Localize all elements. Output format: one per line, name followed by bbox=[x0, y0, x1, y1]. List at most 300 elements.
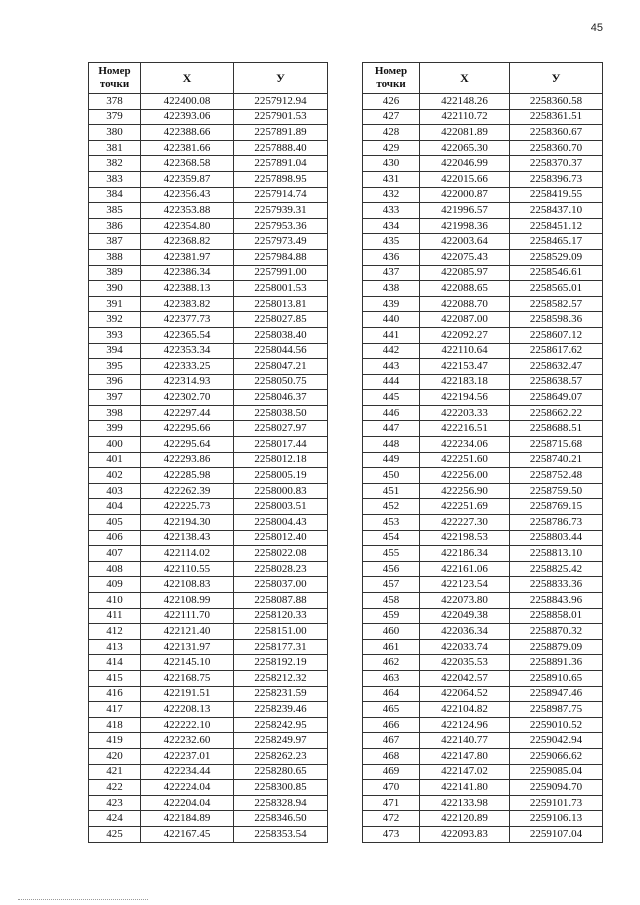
x-cell: 422140.77 bbox=[420, 733, 510, 749]
table-row bbox=[89, 561, 328, 577]
point-number-cell: 452 bbox=[363, 499, 420, 515]
table-row bbox=[89, 171, 328, 187]
point-number-cell: 470 bbox=[363, 780, 420, 796]
point-number-cell: 473 bbox=[363, 826, 420, 842]
table-row bbox=[363, 249, 603, 265]
y-cell: 2258360.70 bbox=[510, 140, 603, 156]
table-row bbox=[89, 795, 328, 811]
y-cell: 2259085.04 bbox=[510, 764, 603, 780]
point-number-cell: 455 bbox=[363, 546, 420, 562]
y-cell: 2258360.67 bbox=[510, 125, 603, 141]
x-cell: 422333.25 bbox=[141, 359, 234, 375]
y-cell: 2258870.32 bbox=[510, 624, 603, 640]
x-cell: 422110.55 bbox=[141, 561, 234, 577]
y-cell: 2259094.70 bbox=[510, 780, 603, 796]
x-cell: 422237.01 bbox=[141, 748, 234, 764]
y-cell: 2258027.97 bbox=[234, 421, 328, 437]
point-number-cell: 422 bbox=[89, 780, 141, 796]
point-number-cell: 421 bbox=[89, 764, 141, 780]
x-cell: 422368.82 bbox=[141, 234, 234, 250]
x-cell: 422388.13 bbox=[141, 281, 234, 297]
point-number-cell: 463 bbox=[363, 670, 420, 686]
point-number-cell: 408 bbox=[89, 561, 141, 577]
x-cell: 422400.08 bbox=[141, 94, 234, 110]
y-cell: 2258047.21 bbox=[234, 359, 328, 375]
x-header: X bbox=[141, 63, 234, 94]
point-number-cell: 424 bbox=[89, 811, 141, 827]
table-row bbox=[363, 546, 603, 562]
x-cell: 422161.06 bbox=[420, 561, 510, 577]
y-cell: 2258607.12 bbox=[510, 327, 603, 343]
table-row bbox=[363, 140, 603, 156]
x-cell: 422003.64 bbox=[420, 234, 510, 250]
point-number-cell: 410 bbox=[89, 593, 141, 609]
point-number-cell: 433 bbox=[363, 203, 420, 219]
y-cell: 2259010.52 bbox=[510, 717, 603, 733]
x-cell: 422036.34 bbox=[420, 624, 510, 640]
point-number-cell: 457 bbox=[363, 577, 420, 593]
x-cell: 422393.06 bbox=[141, 109, 234, 125]
x-cell: 422224.04 bbox=[141, 780, 234, 796]
table-row bbox=[89, 764, 328, 780]
x-cell: 422081.89 bbox=[420, 125, 510, 141]
point-number-cell: 388 bbox=[89, 249, 141, 265]
x-cell: 422186.34 bbox=[420, 546, 510, 562]
point-number-cell: 442 bbox=[363, 343, 420, 359]
x-cell: 422141.80 bbox=[420, 780, 510, 796]
x-cell: 422153.47 bbox=[420, 359, 510, 375]
point-number-cell: 398 bbox=[89, 405, 141, 421]
y-cell: 2258038.40 bbox=[234, 327, 328, 343]
x-cell: 422120.89 bbox=[420, 811, 510, 827]
point-number-cell: 472 bbox=[363, 811, 420, 827]
y-cell: 2257891.89 bbox=[234, 125, 328, 141]
y-header: У bbox=[234, 63, 328, 94]
x-cell: 422121.40 bbox=[141, 624, 234, 640]
point-number-cell: 396 bbox=[89, 374, 141, 390]
x-cell: 422111.70 bbox=[141, 608, 234, 624]
point-number-cell: 466 bbox=[363, 717, 420, 733]
y-cell: 2258361.51 bbox=[510, 109, 603, 125]
table-row bbox=[363, 343, 603, 359]
table-row bbox=[363, 670, 603, 686]
table-row bbox=[89, 811, 328, 827]
table-row bbox=[89, 655, 328, 671]
y-cell: 2258617.62 bbox=[510, 343, 603, 359]
y-cell: 2258752.48 bbox=[510, 468, 603, 484]
table-row bbox=[363, 156, 603, 172]
point-number-cell: 441 bbox=[363, 327, 420, 343]
table-row bbox=[363, 94, 603, 110]
point-number-cell: 405 bbox=[89, 515, 141, 531]
y-cell: 2258546.61 bbox=[510, 265, 603, 281]
point-number-cell: 415 bbox=[89, 670, 141, 686]
y-cell: 2258891.36 bbox=[510, 655, 603, 671]
x-cell: 422356.43 bbox=[141, 187, 234, 203]
y-cell: 2258715.68 bbox=[510, 437, 603, 453]
table-row bbox=[363, 312, 603, 328]
point-number-cell: 394 bbox=[89, 343, 141, 359]
y-cell: 2258649.07 bbox=[510, 390, 603, 406]
table-row bbox=[89, 421, 328, 437]
point-number-cell: 436 bbox=[363, 249, 420, 265]
table-row bbox=[363, 561, 603, 577]
point-number-cell: 387 bbox=[89, 234, 141, 250]
table-row bbox=[89, 733, 328, 749]
y-cell: 2258027.85 bbox=[234, 312, 328, 328]
table-row bbox=[363, 780, 603, 796]
table-row bbox=[363, 234, 603, 250]
table-row bbox=[363, 468, 603, 484]
point-number-cell: 378 bbox=[89, 94, 141, 110]
coordinates-table-right bbox=[362, 62, 603, 843]
x-cell: 422295.64 bbox=[141, 437, 234, 453]
table-row bbox=[89, 608, 328, 624]
x-cell: 422191.51 bbox=[141, 686, 234, 702]
table-row bbox=[363, 593, 603, 609]
point-number-cell: 416 bbox=[89, 686, 141, 702]
point-number-cell: 390 bbox=[89, 281, 141, 297]
y-cell: 2258858.01 bbox=[510, 608, 603, 624]
point-number-cell: 447 bbox=[363, 421, 420, 437]
table-row bbox=[363, 748, 603, 764]
point-number-cell: 459 bbox=[363, 608, 420, 624]
point-number-cell: 465 bbox=[363, 702, 420, 718]
table-row bbox=[89, 296, 328, 312]
table-row bbox=[89, 343, 328, 359]
y-cell: 2258004.43 bbox=[234, 515, 328, 531]
y-cell: 2258565.01 bbox=[510, 281, 603, 297]
point-number-cell: 464 bbox=[363, 686, 420, 702]
x-cell: 422042.57 bbox=[420, 670, 510, 686]
table-row bbox=[363, 452, 603, 468]
y-cell: 2258632.47 bbox=[510, 359, 603, 375]
table-row bbox=[89, 452, 328, 468]
header-number-line2: точки bbox=[99, 78, 130, 90]
x-cell: 422114.02 bbox=[141, 546, 234, 562]
y-cell: 2258396.73 bbox=[510, 171, 603, 187]
y-cell: 2258346.50 bbox=[234, 811, 328, 827]
table-row bbox=[89, 327, 328, 343]
point-number-cell: 438 bbox=[363, 281, 420, 297]
x-cell: 422262.39 bbox=[141, 483, 234, 499]
x-cell: 422104.82 bbox=[420, 702, 510, 718]
table-header-row bbox=[363, 63, 603, 94]
x-cell: 422225.73 bbox=[141, 499, 234, 515]
point-number-cell: 389 bbox=[89, 265, 141, 281]
y-cell: 2258231.59 bbox=[234, 686, 328, 702]
table-row bbox=[363, 109, 603, 125]
x-cell: 422194.30 bbox=[141, 515, 234, 531]
y-cell: 2258465.17 bbox=[510, 234, 603, 250]
point-number-cell: 381 bbox=[89, 140, 141, 156]
point-number-cell: 427 bbox=[363, 109, 420, 125]
x-cell: 422359.87 bbox=[141, 171, 234, 187]
x-cell: 422234.06 bbox=[420, 437, 510, 453]
y-cell: 2258786.73 bbox=[510, 515, 603, 531]
x-cell: 422222.10 bbox=[141, 717, 234, 733]
y-cell: 2258833.36 bbox=[510, 577, 603, 593]
x-cell: 422138.43 bbox=[141, 530, 234, 546]
point-number-cell: 446 bbox=[363, 405, 420, 421]
point-number-cell: 451 bbox=[363, 483, 420, 499]
table-row bbox=[363, 405, 603, 421]
y-cell: 2258910.65 bbox=[510, 670, 603, 686]
point-number-cell: 425 bbox=[89, 826, 141, 842]
x-cell: 422168.75 bbox=[141, 670, 234, 686]
y-cell: 2258419.55 bbox=[510, 187, 603, 203]
y-cell: 2258151.00 bbox=[234, 624, 328, 640]
table-row bbox=[89, 593, 328, 609]
x-cell: 422073.80 bbox=[420, 593, 510, 609]
point-number-cell: 460 bbox=[363, 624, 420, 640]
x-cell: 421998.36 bbox=[420, 218, 510, 234]
x-cell: 422381.66 bbox=[141, 140, 234, 156]
x-cell: 422088.65 bbox=[420, 281, 510, 297]
y-cell: 2258038.50 bbox=[234, 405, 328, 421]
table-row bbox=[89, 780, 328, 796]
x-cell: 422256.90 bbox=[420, 483, 510, 499]
point-number-cell: 449 bbox=[363, 452, 420, 468]
x-cell: 422124.96 bbox=[420, 717, 510, 733]
point-number-cell: 403 bbox=[89, 483, 141, 499]
x-cell: 422314.93 bbox=[141, 374, 234, 390]
point-number-cell: 413 bbox=[89, 639, 141, 655]
point-number-cell: 456 bbox=[363, 561, 420, 577]
table-row bbox=[89, 826, 328, 842]
point-number-cell: 395 bbox=[89, 359, 141, 375]
point-number-cell: 418 bbox=[89, 717, 141, 733]
table-row bbox=[89, 437, 328, 453]
y-cell: 2258300.85 bbox=[234, 780, 328, 796]
y-cell: 2258529.09 bbox=[510, 249, 603, 265]
y-cell: 2258879.09 bbox=[510, 639, 603, 655]
y-cell: 2257898.95 bbox=[234, 171, 328, 187]
point-number-cell: 419 bbox=[89, 733, 141, 749]
y-cell: 2258239.46 bbox=[234, 702, 328, 718]
x-cell: 422110.72 bbox=[420, 109, 510, 125]
table-row bbox=[89, 530, 328, 546]
x-cell: 422133.98 bbox=[420, 795, 510, 811]
point-number-cell: 454 bbox=[363, 530, 420, 546]
point-number-cell: 461 bbox=[363, 639, 420, 655]
x-cell: 422208.13 bbox=[141, 702, 234, 718]
table-row bbox=[363, 530, 603, 546]
footer-divider bbox=[18, 899, 148, 900]
point-number-cell: 407 bbox=[89, 546, 141, 562]
table-row bbox=[89, 748, 328, 764]
y-cell: 2257991.00 bbox=[234, 265, 328, 281]
x-cell: 422285.98 bbox=[141, 468, 234, 484]
x-cell: 422302.70 bbox=[141, 390, 234, 406]
x-cell: 422085.97 bbox=[420, 265, 510, 281]
point-number-cell: 386 bbox=[89, 218, 141, 234]
x-cell: 422383.82 bbox=[141, 296, 234, 312]
point-number-cell: 400 bbox=[89, 437, 141, 453]
y-cell: 2258192.19 bbox=[234, 655, 328, 671]
y-cell: 2258013.81 bbox=[234, 296, 328, 312]
y-cell: 2257891.04 bbox=[234, 156, 328, 172]
point-number-cell: 435 bbox=[363, 234, 420, 250]
y-cell: 2258759.50 bbox=[510, 483, 603, 499]
point-number-cell: 392 bbox=[89, 312, 141, 328]
y-cell: 2258437.10 bbox=[510, 203, 603, 219]
x-cell: 422377.73 bbox=[141, 312, 234, 328]
y-cell: 2259042.94 bbox=[510, 733, 603, 749]
x-cell: 422204.04 bbox=[141, 795, 234, 811]
y-cell: 2257984.88 bbox=[234, 249, 328, 265]
table-row bbox=[89, 234, 328, 250]
point-number-cell: 391 bbox=[89, 296, 141, 312]
table-row bbox=[363, 717, 603, 733]
x-cell: 422353.34 bbox=[141, 343, 234, 359]
table-row bbox=[89, 187, 328, 203]
table-row bbox=[363, 826, 603, 842]
point-number-cell: 469 bbox=[363, 764, 420, 780]
table-row bbox=[89, 140, 328, 156]
y-cell: 2258037.00 bbox=[234, 577, 328, 593]
point-number-cell: 450 bbox=[363, 468, 420, 484]
x-cell: 422203.33 bbox=[420, 405, 510, 421]
x-cell: 422232.60 bbox=[141, 733, 234, 749]
x-cell: 422184.89 bbox=[141, 811, 234, 827]
table-row bbox=[363, 171, 603, 187]
header-number-line1: Номер bbox=[374, 65, 408, 77]
y-cell: 2258328.94 bbox=[234, 795, 328, 811]
y-cell: 2258003.51 bbox=[234, 499, 328, 515]
y-cell: 2259106.13 bbox=[510, 811, 603, 827]
y-cell: 2258582.57 bbox=[510, 296, 603, 312]
point-number-cell: 443 bbox=[363, 359, 420, 375]
x-cell: 422110.64 bbox=[420, 343, 510, 359]
point-number-cell: 440 bbox=[363, 312, 420, 328]
x-cell: 422386.34 bbox=[141, 265, 234, 281]
point-number-cell: 467 bbox=[363, 733, 420, 749]
table-row bbox=[363, 764, 603, 780]
y-cell: 2258044.56 bbox=[234, 343, 328, 359]
table-row bbox=[89, 468, 328, 484]
y-cell: 2258843.96 bbox=[510, 593, 603, 609]
point-number-cell: 393 bbox=[89, 327, 141, 343]
x-cell: 422087.00 bbox=[420, 312, 510, 328]
point-number-cell: 458 bbox=[363, 593, 420, 609]
x-cell: 421996.57 bbox=[420, 203, 510, 219]
table-row bbox=[363, 639, 603, 655]
point-number-cell: 437 bbox=[363, 265, 420, 281]
point-number-cell: 399 bbox=[89, 421, 141, 437]
y-cell: 2258769.15 bbox=[510, 499, 603, 515]
table-row bbox=[363, 327, 603, 343]
y-cell: 2259101.73 bbox=[510, 795, 603, 811]
point-number-cell: 462 bbox=[363, 655, 420, 671]
y-cell: 2259107.04 bbox=[510, 826, 603, 842]
y-cell: 2258262.23 bbox=[234, 748, 328, 764]
table-row bbox=[89, 702, 328, 718]
point-number-cell: 448 bbox=[363, 437, 420, 453]
table-row bbox=[89, 218, 328, 234]
y-cell: 2258012.18 bbox=[234, 452, 328, 468]
table-row bbox=[363, 686, 603, 702]
x-cell: 422167.45 bbox=[141, 826, 234, 842]
table-row bbox=[89, 717, 328, 733]
y-cell: 2258353.54 bbox=[234, 826, 328, 842]
x-cell: 422365.54 bbox=[141, 327, 234, 343]
x-cell: 422065.30 bbox=[420, 140, 510, 156]
y-cell: 2258803.44 bbox=[510, 530, 603, 546]
y-cell: 2257901.53 bbox=[234, 109, 328, 125]
x-cell: 422131.97 bbox=[141, 639, 234, 655]
y-cell: 2258012.40 bbox=[234, 530, 328, 546]
point-number-header bbox=[363, 63, 420, 94]
table-row bbox=[363, 702, 603, 718]
table-header-row bbox=[89, 63, 328, 94]
y-cell: 2258987.75 bbox=[510, 702, 603, 718]
table-row bbox=[89, 374, 328, 390]
x-cell: 422388.66 bbox=[141, 125, 234, 141]
table-row bbox=[363, 296, 603, 312]
point-number-cell: 380 bbox=[89, 125, 141, 141]
point-number-cell: 417 bbox=[89, 702, 141, 718]
y-cell: 2258046.37 bbox=[234, 390, 328, 406]
y-cell: 2258028.23 bbox=[234, 561, 328, 577]
x-cell: 422256.00 bbox=[420, 468, 510, 484]
page-number: 45 bbox=[590, 22, 603, 34]
point-number-cell: 411 bbox=[89, 608, 141, 624]
header-number-line2: точки bbox=[376, 78, 406, 90]
y-cell: 2257953.36 bbox=[234, 218, 328, 234]
table-row bbox=[363, 187, 603, 203]
y-cell: 2257973.49 bbox=[234, 234, 328, 250]
x-cell: 422295.66 bbox=[141, 421, 234, 437]
y-cell: 2257912.94 bbox=[234, 94, 328, 110]
x-cell: 422368.58 bbox=[141, 156, 234, 172]
table-row bbox=[89, 156, 328, 172]
y-cell: 2258005.19 bbox=[234, 468, 328, 484]
y-cell: 2258451.12 bbox=[510, 218, 603, 234]
y-cell: 2258360.58 bbox=[510, 94, 603, 110]
point-number-cell: 402 bbox=[89, 468, 141, 484]
y-cell: 2258120.33 bbox=[234, 608, 328, 624]
table-row bbox=[89, 499, 328, 515]
point-number-cell: 404 bbox=[89, 499, 141, 515]
x-cell: 422108.83 bbox=[141, 577, 234, 593]
table-row bbox=[363, 281, 603, 297]
point-number-cell: 453 bbox=[363, 515, 420, 531]
x-cell: 422033.74 bbox=[420, 639, 510, 655]
point-number-cell: 412 bbox=[89, 624, 141, 640]
x-cell: 422234.44 bbox=[141, 764, 234, 780]
table-row bbox=[89, 359, 328, 375]
point-number-cell: 406 bbox=[89, 530, 141, 546]
x-cell: 422145.10 bbox=[141, 655, 234, 671]
point-number-cell: 409 bbox=[89, 577, 141, 593]
x-cell: 422216.51 bbox=[420, 421, 510, 437]
y-cell: 2258813.10 bbox=[510, 546, 603, 562]
point-number-cell: 423 bbox=[89, 795, 141, 811]
point-number-cell: 445 bbox=[363, 390, 420, 406]
point-number-cell: 471 bbox=[363, 795, 420, 811]
table-row bbox=[89, 94, 328, 110]
table-row bbox=[89, 483, 328, 499]
table-row bbox=[89, 686, 328, 702]
x-cell: 422353.88 bbox=[141, 203, 234, 219]
point-number-cell: 428 bbox=[363, 125, 420, 141]
y-cell: 2258249.97 bbox=[234, 733, 328, 749]
x-cell: 422046.99 bbox=[420, 156, 510, 172]
point-number-cell: 430 bbox=[363, 156, 420, 172]
y-cell: 2258638.57 bbox=[510, 374, 603, 390]
table-row bbox=[89, 249, 328, 265]
